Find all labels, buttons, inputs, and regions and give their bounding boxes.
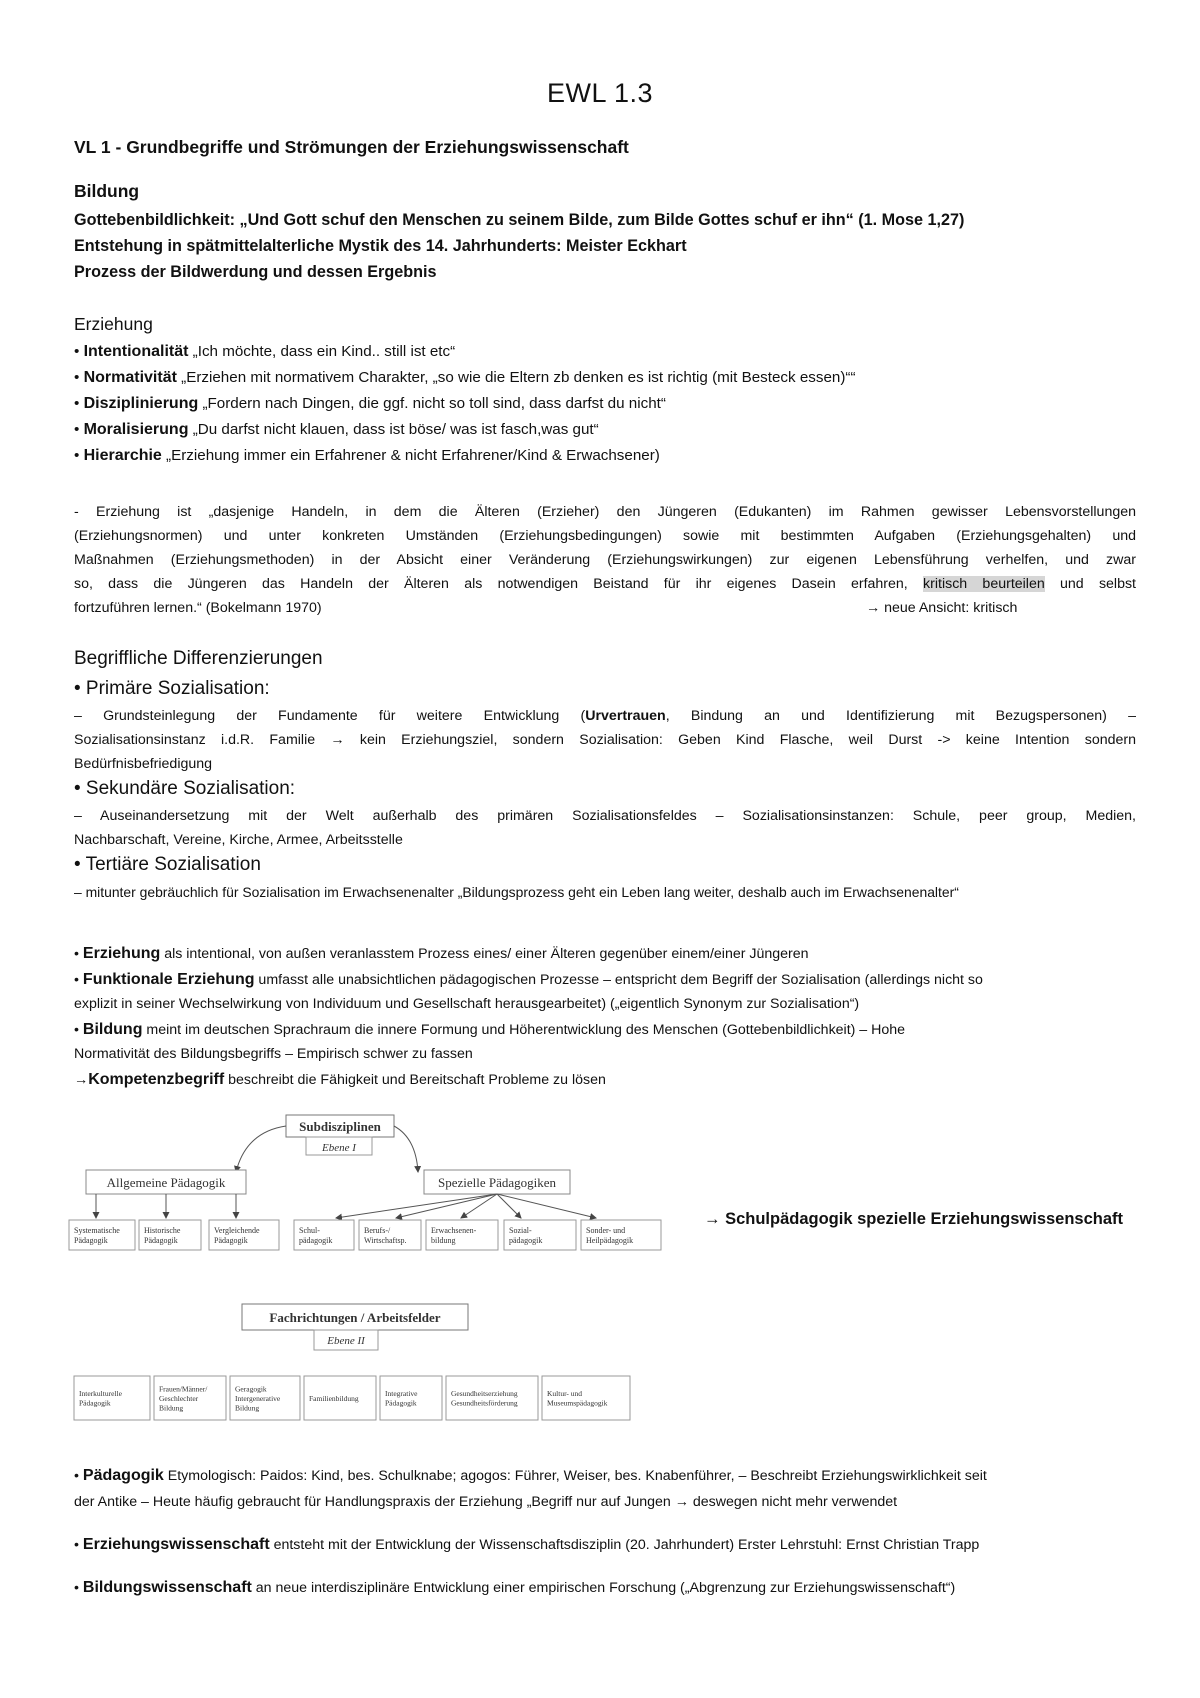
list-item <box>74 444 660 469</box>
connector <box>497 1194 521 1218</box>
list-item <box>74 366 856 391</box>
leaf-label: Wirtschaftsp. <box>364 1236 407 1245</box>
leaf-label: Museumspädagogik <box>547 1398 608 1408</box>
leaf-label: Integrative <box>385 1389 418 1398</box>
term-description: „Fordern nach Dingen, die ggf. nicht so toll sind, dass darfst du nicht“ <box>198 395 666 412</box>
leaf-label: Heilpädagogik <box>586 1236 634 1245</box>
term-description: Etymologisch: Paidos: Kind, bes. Schulknabe; agogos: Führer, Weiser, bes. Knabenführer, – Beschreibt Erziehungswirklichkeit seit <box>163 1468 987 1484</box>
term: Kompetenzbegriff <box>88 1071 225 1088</box>
bullet: • <box>74 395 80 412</box>
branch-label: Allgemeine Pädagogik <box>106 1175 226 1190</box>
term: Bildungswissenschaft <box>82 1579 252 1596</box>
highlighted-text: kritisch beurteilen <box>923 576 1045 592</box>
sekundaer-heading: • Sekundäre Sozialisation: <box>74 778 296 799</box>
lecture-heading: VL 1 - Grundbegriffe und Strömungen der Erziehungswissenschaft <box>74 137 629 157</box>
term-description: als intentional, von außen veranlasstem Prozess eines/ einer Älteren gegenüber einem/einer Jüngeren <box>160 946 809 962</box>
leaf-label: Bildung <box>159 1403 184 1413</box>
leaf-label: Pädagogik <box>214 1236 248 1245</box>
leaf-label: Kultur- und <box>547 1389 583 1398</box>
bullet: • <box>74 972 79 988</box>
text: , Bindung an und Identifizierung mit Bezugspersonen) – <box>665 708 1136 724</box>
term-description: entsteht mit der Entwicklung der Wissenschaftsdisziplin (20. Jahrhundert) Erster Lehrstuhl: Ernst Christian Trapp <box>269 1537 980 1553</box>
connector <box>497 1194 596 1218</box>
leaf-label: Frauen/Männer/ <box>159 1384 208 1394</box>
root-label: Fachrichtungen / Arbeitsfelder <box>269 1310 441 1325</box>
term: Erziehung <box>82 945 161 962</box>
term-description: an neue interdisziplinäre Entwicklung einer empirischen Forschung („Abgrenzung zur Erziehungswissenschaft“) <box>251 1580 956 1596</box>
quote-line: Maßnahmen (Erziehungsmethoden) in der Absicht einer Veränderung (Erziehungswirkungen) zur eigenen Lebensführung verhelfen, und zwar <box>74 552 1136 568</box>
sekundaer-line: Nachbarschaft, Vereine, Kirche, Armee, Arbeitsstelle <box>74 832 403 848</box>
bullet: • <box>74 369 80 386</box>
leaf-box <box>426 1220 498 1250</box>
leaf-label: Berufs-/ <box>364 1226 391 1235</box>
term: Normativität <box>83 369 177 386</box>
page-title: EWL 1.3 <box>546 78 654 108</box>
quote-text: und selbst <box>1060 576 1137 592</box>
tertiaer-line: – mitunter gebräuchlich für Sozialisation im Erwachsenenalter „Bildungsprozess geht ein Leben lang weiter, deshalb auch im Erwachsenenalter“ <box>74 884 959 900</box>
leaf-label: Geragogik <box>235 1384 267 1394</box>
leaf-label: Gesundheitsförderung <box>451 1398 518 1408</box>
leaf-box <box>209 1220 279 1250</box>
term: Moralisierung <box>83 421 189 438</box>
root-label: Subdisziplinen <box>299 1119 381 1134</box>
leaf-label: Sozial- <box>509 1226 532 1235</box>
bildung-heading: Bildung <box>74 181 140 201</box>
paedagogik-definition <box>74 1464 987 1488</box>
quote-line: fortzuführen lernen.“ (Bokelmann 1970) <box>74 600 322 616</box>
leaf-label: pädagogik <box>299 1236 333 1245</box>
level-label: Ebene I <box>322 1142 356 1154</box>
leaf-box <box>581 1220 661 1250</box>
connector <box>236 1126 286 1172</box>
branch-label: Spezielle Pädagogiken <box>437 1175 557 1190</box>
quote-text: so, dass die Jüngeren das Handeln der Älteren als notwendigen Beistand für ihr eigenes Dasein erfahren, <box>74 576 908 592</box>
leaf-label: Erwachsenen- <box>431 1226 477 1235</box>
arrow-icon: → <box>74 1072 89 1088</box>
leaf-box <box>359 1220 421 1250</box>
connector <box>461 1194 497 1218</box>
term: Hierarchie <box>83 447 162 464</box>
bildung-definition <box>74 1018 905 1042</box>
connector <box>336 1194 497 1218</box>
connector <box>396 1194 497 1218</box>
leaf-label: Interkulturelle <box>79 1389 122 1398</box>
term-description: beschreibt die Fähigkeit und Bereitschaft Probleme zu lösen <box>224 1072 606 1088</box>
leaf-label: Pädagogik <box>144 1236 178 1245</box>
bullet: • <box>74 1580 79 1596</box>
bildung-line: Normativität des Bildungsbegriffs – Empirisch schwer zu fassen <box>74 1046 473 1062</box>
bildung-line: Entstehung in spätmittelalterliche Mystik des 14. Jahrhunderts: Meister Eckhart <box>74 237 687 255</box>
differenzierungen-heading: Begriffliche Differenzierungen <box>74 648 323 669</box>
primaer-line <box>74 704 1136 728</box>
diagram-note: → Schulpädagogik spezielle Erziehungswissenschaft <box>704 1210 1124 1228</box>
term-description: „Erziehung immer ein Erfahrener & nicht Erfahrener/Kind & Erwachsener) <box>161 447 660 464</box>
leaf-label: Sonder- und <box>586 1226 626 1235</box>
bildung-line: Gottebenbildlichkeit: „Und Gott schuf den Menschen zu seinem Bilde, zum Bilde Gottes schuf er ihn“ (1. Mose 1,27) <box>74 211 965 229</box>
leaf-label: Historische <box>144 1226 181 1235</box>
leaf-label: Pädagogik <box>79 1398 111 1408</box>
bullet: • <box>74 1022 79 1038</box>
erziehung-definition <box>74 942 809 966</box>
leaf-label: Gesundheitserziehung <box>451 1389 518 1398</box>
leaf-label: pädagogik <box>509 1236 543 1245</box>
leaf-label: Familienbildung <box>309 1393 359 1403</box>
leaf-box <box>139 1220 201 1250</box>
bullet: • <box>74 1468 79 1484</box>
kompetenz-definition <box>74 1068 606 1092</box>
primaer-line: Sozialisationsinstanz i.d.R. Familie → kein Erziehungsziel, sondern Sozialisation: Geben Kind Flasche, weil Durst -> keine Intention sondern <box>74 732 1136 748</box>
quote-line: - Erziehung ist „dasjenige Handeln, in dem die Älteren (Erzieher) den Jüngeren (Edukanten) im Rahmen gewisser Lebensvorstellungen <box>74 504 1136 520</box>
list-item <box>74 340 455 365</box>
tertiaer-heading: • Tertiäre Sozialisation <box>74 854 261 875</box>
quote-line: (Erziehungsnormen) und unter konkreten Umständen (Erziehungsbedingungen) sowie mit bestimmten Aufgaben (Erziehungsgehalten) und <box>74 528 1136 544</box>
bullet: • <box>74 421 80 438</box>
leaf-box <box>504 1220 576 1250</box>
leaf-label: Pädagogik <box>74 1236 108 1245</box>
term: Disziplinierung <box>83 395 199 412</box>
level-label: Ebene II <box>327 1335 365 1347</box>
leaf-label: bildung <box>431 1236 456 1245</box>
erziehung-heading: Erziehung <box>74 314 153 334</box>
bullet: • <box>74 946 79 962</box>
leaf-label: Schul- <box>299 1226 320 1235</box>
leaf-label: Bildung <box>235 1403 260 1413</box>
bold-term: Urvertrauen <box>585 708 666 724</box>
term-description: „Ich möchte, dass ein Kind.. still ist etc“ <box>188 343 456 360</box>
leaf-label: Geschlechter <box>159 1393 199 1403</box>
term: Erziehungswissenschaft <box>82 1536 270 1553</box>
term-description: „Du darfst nicht klauen, dass ist böse/ was ist fasch,was gut“ <box>188 421 599 438</box>
list-item <box>74 418 599 443</box>
fachrichtungen-diagram <box>70 1302 690 1428</box>
new-view-note: → neue Ansicht: kritisch <box>866 600 1018 616</box>
sekundaer-line: – Auseinandersetzung mit der Welt außerhalb des primären Sozialisationsfeldes – Sozialisationsinstanzen: Schule, peer group, Medien, <box>74 808 1136 824</box>
leaf-label: Vergleichende <box>214 1226 260 1235</box>
term: Pädagogik <box>82 1467 164 1484</box>
primaer-line: Bedürfnisbefriedigung <box>74 756 213 772</box>
term: Funktionale Erziehung <box>82 971 255 988</box>
bullet: • <box>74 1537 79 1553</box>
paedagogik-line: der Antike – Heute häufig gebraucht für Handlungspraxis der Erziehung „Begriff nur auf Jungen → deswegen nicht mehr verwendet <box>74 1494 898 1510</box>
primaer-heading: • Primäre Sozialisation: <box>74 678 270 699</box>
term: Bildung <box>82 1021 143 1038</box>
leaf-label: Intergenerative <box>235 1393 281 1403</box>
term-description: meint im deutschen Sprachraum die innere Formung und Höherentwicklung des Menschen (Gottebenbildlichkeit) – Hohe <box>142 1022 906 1038</box>
leaf-label: Pädagogik <box>385 1398 417 1408</box>
bildung-line: Prozess der Bildwerdung und dessen Ergebnis <box>74 263 437 281</box>
leaf-box <box>69 1220 135 1250</box>
funktional-line: explizit in seiner Wechselwirkung von Individuum und Gesellschaft herausgearbeitet) („eigentlich Synonym zur Sozialisation“) <box>74 996 860 1012</box>
leaf-label: Systematische <box>74 1226 120 1235</box>
bullet: • <box>74 343 80 360</box>
connector <box>394 1126 418 1172</box>
subdisziplinen-diagram <box>66 1112 676 1258</box>
bildungswissenschaft-definition <box>74 1576 955 1600</box>
list-item <box>74 392 666 417</box>
erziehungswissenschaft-definition <box>74 1533 979 1557</box>
leaf-box <box>294 1220 354 1250</box>
funktional-definition <box>74 968 983 992</box>
term-description: „Erziehen mit normativem Charakter, „so wie die Eltern zb denken es ist richtig (mit Besteck essen)““ <box>176 369 856 386</box>
term-description: umfasst alle unabsichtlichen pädagogischen Prozesse – entspricht dem Begriff der Sozialisation (allerdings nicht so <box>254 972 983 988</box>
quote-line <box>74 572 1136 596</box>
bullet: • <box>74 447 80 464</box>
text: – Grundsteinlegung der Fundamente für weitere Entwicklung ( <box>74 708 586 724</box>
term: Intentionalität <box>83 343 189 360</box>
